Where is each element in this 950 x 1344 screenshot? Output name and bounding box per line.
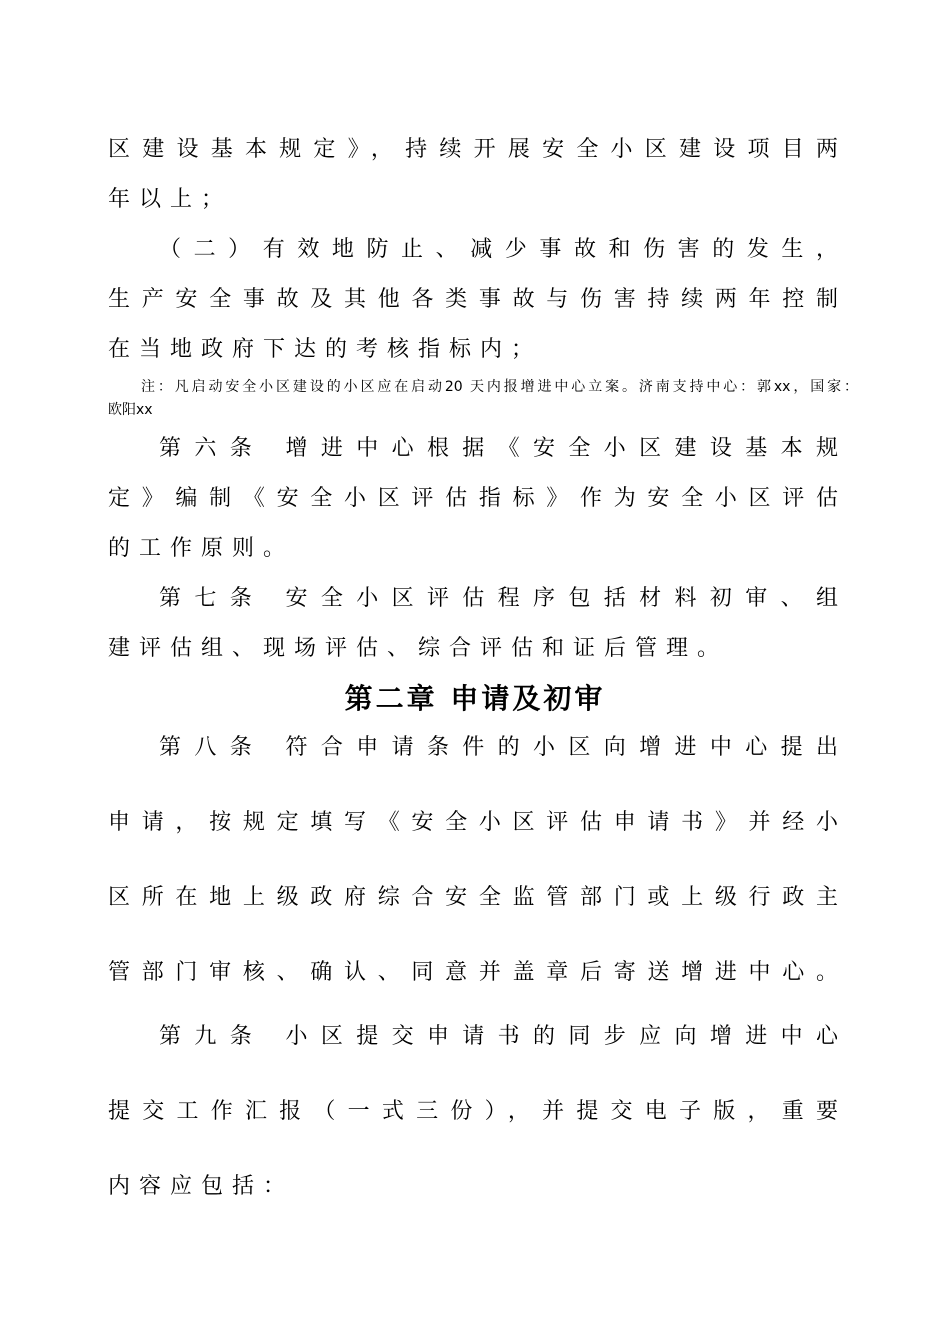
paragraph-line: 内容应包括：	[108, 1174, 295, 1199]
paragraph-line: 生产安全事故及其他各类事故与伤害持续两年控制	[108, 287, 838, 312]
paragraph-line: 申请，按规定填写《安全小区评估申请书》并经小	[108, 810, 838, 835]
article-8-line: 第八条 符合申请条件的小区向增进中心提出	[159, 735, 838, 760]
paragraph-line: 的工作原则。	[108, 536, 295, 561]
paragraph-line: 建评估组、现场评估、综合评估和证后管理。	[108, 636, 729, 661]
paragraph-line: 定》编制《安全小区评估指标》作为安全小区评估	[108, 486, 838, 511]
footnote-line: 注：凡启动安全小区建设的小区应在启动20 天内报增进中心立案。济南支持中心：郭xx，国家：	[141, 379, 858, 395]
paragraph-line: 提交工作汇报（一式三份），并提交电子版，重要	[108, 1099, 838, 1124]
paragraph-line: 在当地政府下达的考核指标内；	[108, 337, 543, 362]
paragraph-line: 年以上；	[108, 187, 233, 212]
paragraph-line: 管部门审核、确认、同意并盖章后寄送增进中心。	[108, 960, 838, 985]
article-7-line: 第七条 安全小区评估程序包括材料初审、组	[159, 586, 838, 611]
article-6-line: 第六条 增进中心根据《安全小区建设基本规	[159, 436, 838, 461]
footnote-line: 欧阳xx	[108, 402, 153, 418]
paragraph-line: 区所在地上级政府综合安全监管部门或上级行政主	[108, 885, 838, 910]
article-9-line: 第九条 小区提交申请书的同步应向增进中心	[159, 1024, 838, 1049]
paragraph-line: 区建设基本规定》，持续开展安全小区建设项目两	[108, 137, 838, 162]
chapter-heading: 第二章 申请及初审	[344, 682, 606, 715]
paragraph-line: （二）有效地防止、减少事故和伤害的发生，	[159, 237, 838, 262]
